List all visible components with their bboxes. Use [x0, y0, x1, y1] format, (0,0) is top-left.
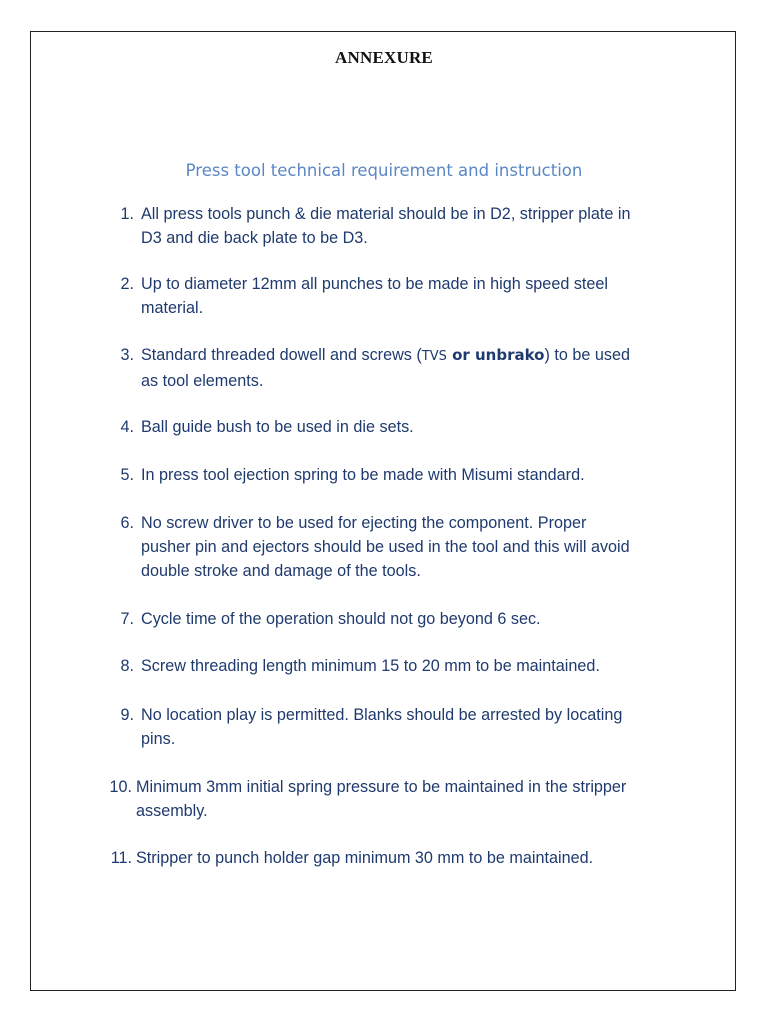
- list-item-text: In press tool ejection spring to be made with Misumi standard.: [141, 466, 585, 484]
- list-item-text: Stripper to punch holder gap minimum 30 mm to be maintained.: [136, 849, 594, 867]
- list-item-number: 5.: [120, 466, 134, 484]
- list-item-number: 8.: [120, 657, 134, 675]
- list-item-text: No location play is permitted. Blanks should be arrested by locating pins.: [141, 706, 623, 748]
- document-subheading: Press tool technical requirement and instruction: [185, 161, 583, 180]
- list-item-text: Minimum 3mm initial spring pressure to be maintained in the stripper assembly.: [136, 778, 627, 820]
- list-item-text: Ball guide bush to be used in die sets.: [141, 418, 414, 436]
- list-item-number: 10.: [109, 778, 132, 796]
- list-item-text: No screw driver to be used for ejecting the component. Proper pusher pin and ejectors should be used in the tool and this will avoid double stroke and damage of the tools.: [141, 514, 630, 580]
- list-item-number: 9.: [120, 706, 134, 724]
- list-item-number: 4.: [120, 418, 134, 436]
- list-item-text: Up to diameter 12mm all punches to be made in high speed steel material.: [141, 275, 609, 317]
- list-item-number: 2.: [120, 275, 134, 293]
- item-3-text-line2: as tool elements.: [141, 372, 264, 390]
- list-item-text: Cycle time of the operation should not go beyond 6 sec.: [141, 610, 541, 628]
- item-3-text-before: Standard threaded dowell and screws (: [141, 346, 422, 364]
- list-item-number: 6.: [120, 514, 134, 532]
- list-item-number: 1.: [120, 205, 134, 223]
- document-heading: ANNEXURE: [335, 48, 433, 67]
- item-3-unbrako: or unbrako: [446, 346, 545, 364]
- list-item-number: 11.: [110, 849, 132, 867]
- item-3-tvs: TVS: [421, 349, 447, 364]
- list-item-text: [141, 343, 721, 393]
- list-item-number: 3.: [120, 346, 134, 364]
- list-item-text: Screw threading length minimum 15 to 20 mm to be maintained.: [141, 657, 600, 675]
- item-3-text-after: ) to be used: [544, 346, 630, 364]
- list-item-number: 7.: [120, 610, 134, 628]
- list-item-text: All press tools punch & die material should be in D2, stripper plate in D3 and die back plate to be D3.: [141, 205, 631, 247]
